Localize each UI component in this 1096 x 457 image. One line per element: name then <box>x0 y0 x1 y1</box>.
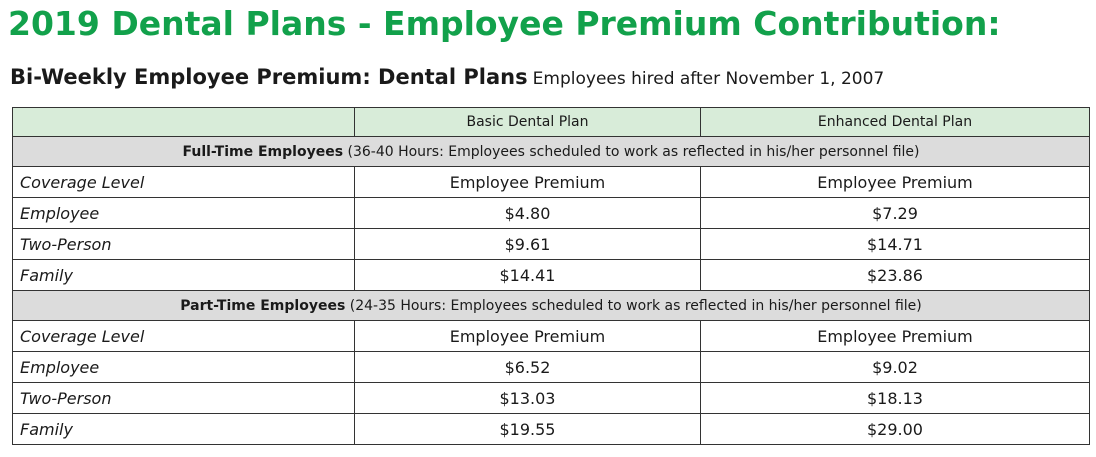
table-row <box>13 383 1090 414</box>
basic-value: $19.55 <box>355 414 701 445</box>
table-row <box>13 198 1090 229</box>
group-header-cell <box>13 137 1090 167</box>
group-detail: (36-40 Hours: Employees scheduled to work as reflected in his/her personnel file) <box>347 143 920 160</box>
table-row <box>13 352 1090 383</box>
plan-header-enhanced: Enhanced Dental Plan <box>701 108 1090 137</box>
enhanced-value: $7.29 <box>701 198 1090 229</box>
row-label: Coverage Level <box>13 321 355 352</box>
page-title: 2019 Dental Plans - Employee Premium Contribution: <box>8 4 1001 43</box>
row-label: Family <box>13 260 355 291</box>
group-header-full-time <box>13 137 1090 167</box>
group-header-part-time <box>13 291 1090 321</box>
basic-value: $9.61 <box>355 229 701 260</box>
plan-header-basic: Basic Dental Plan <box>355 108 701 137</box>
table-row <box>13 414 1090 445</box>
row-label: Employee <box>13 198 355 229</box>
row-label: Two-Person <box>13 229 355 260</box>
group-header-cell <box>13 291 1090 321</box>
row-label: Coverage Level <box>13 167 355 198</box>
group-detail: (24-35 Hours: Employees scheduled to work as reflected in his/her personnel file) <box>349 297 922 314</box>
basic-value: $4.80 <box>355 198 701 229</box>
group-name: Part-Time Employees <box>180 297 346 314</box>
row-label: Two-Person <box>13 383 355 414</box>
basic-value: Employee Premium <box>355 167 701 198</box>
enhanced-value: $9.02 <box>701 352 1090 383</box>
basic-value: $6.52 <box>355 352 701 383</box>
plan-header-blank <box>13 108 355 137</box>
basic-value: $13.03 <box>355 383 701 414</box>
table-row <box>13 167 1090 198</box>
enhanced-value: Employee Premium <box>701 167 1090 198</box>
enhanced-value: $18.13 <box>701 383 1090 414</box>
group-name: Full-Time Employees <box>182 143 344 160</box>
row-label: Employee <box>13 352 355 383</box>
plan-header-row <box>13 108 1090 137</box>
subtitle-heading: Bi-Weekly Employee Premium: Dental Plans <box>10 65 528 89</box>
enhanced-value: Employee Premium <box>701 321 1090 352</box>
basic-value: $14.41 <box>355 260 701 291</box>
premium-table <box>12 107 1090 445</box>
row-label: Family <box>13 414 355 445</box>
subtitle <box>10 62 884 94</box>
subtitle-note: Employees hired after November 1, 2007 <box>532 69 885 89</box>
enhanced-value: $14.71 <box>701 229 1090 260</box>
enhanced-value: $29.00 <box>701 414 1090 445</box>
enhanced-value: $23.86 <box>701 260 1090 291</box>
table-row <box>13 260 1090 291</box>
basic-value: Employee Premium <box>355 321 701 352</box>
table-row <box>13 229 1090 260</box>
table-row <box>13 321 1090 352</box>
